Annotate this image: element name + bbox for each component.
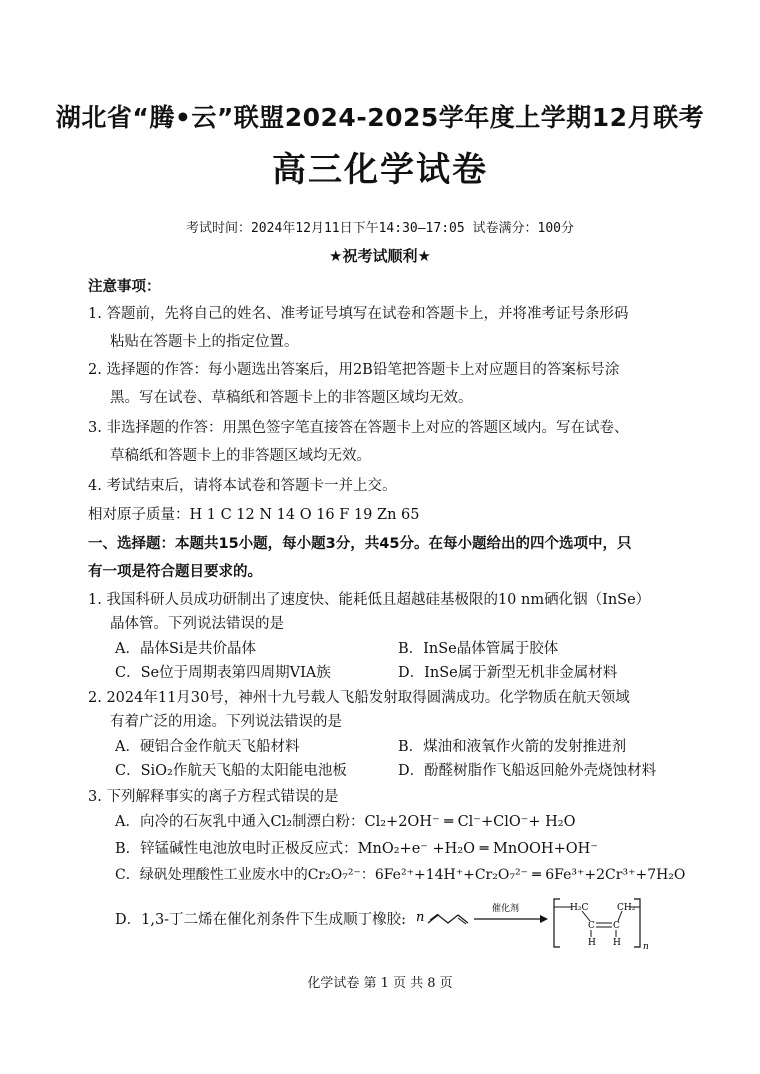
c-right-label: C — [613, 921, 620, 931]
notice-item-1: 1. 答题前，先将自己的姓名、准考证号填写在试卷和答题卡上，并将准考证号条形码 — [88, 306, 629, 322]
q1-stem: 1. 我国科研人员成功研制出了速度快、能耗低且超越硅基极限的10 nm硒化铟（InSe） — [88, 592, 651, 608]
atomic-masses: 相对原子质量：H 1 C 12 N 14 O 16 F 19 Zn 65 — [88, 507, 420, 523]
q1-option-d: D．InSe属于新型无机非金属材料 — [398, 665, 618, 681]
exam-subtitle: 高三化学试卷 — [272, 150, 488, 190]
butadiene-polymerization-scheme — [412, 893, 662, 953]
notice-item-3: 3. 非选择题的作答：用黑色签字笔直接答在答题卡上对应的答题区域内。写在试卷、 — [88, 420, 629, 436]
notice-heading: 注意事项： — [88, 279, 161, 295]
q3-option-b: B．锌锰碱性电池放电时正极反应式：MnO₂+e⁻ +H₂O ═ MnOOH+OH⁻ — [115, 841, 598, 857]
c-left-label: C — [588, 921, 595, 931]
notice-item-1-cont: 粘贴在答题卡上的指定位置。 — [110, 334, 299, 350]
catalyst-label: 催化剂 — [492, 904, 520, 914]
q2-option-c: C．SiO₂作航天飞船的太阳能电池板 — [115, 763, 347, 779]
q1-option-a: A．晶体Si是共价晶体 — [115, 641, 257, 657]
h-left-label: H — [588, 938, 596, 948]
q2-option-d: D．酚醛树脂作飞船返回舱外壳烧蚀材料 — [398, 763, 657, 779]
ch2-left-label: H₂C — [570, 903, 589, 913]
q2-stem: 2. 2024年11月30号，神州十九号载人飞船发射取得圆满成功。化学物质在航天领域 — [88, 690, 630, 706]
section-one-heading: 一、选择题：本题共15小题，每小题3分，共45分。在每小题给出的四个选项中，只 — [88, 536, 632, 552]
butadiene-skeleton — [428, 915, 468, 923]
h-right-label: H — [613, 938, 621, 948]
wish-line: ★祝考试顺利★ — [329, 247, 431, 265]
notice-item-3-cont: 草稿纸和答题卡上的非答题区域均无效。 — [110, 448, 371, 464]
q3-option-d: D．1,3-丁二烯在催化剂条件下生成顺丁橡胶: — [115, 912, 406, 928]
q2-option-b: B．煤油和液氧作火箭的发射推进剂 — [398, 739, 627, 755]
q3-option-c: C．绿矾处理酸性工业废水中的Cr₂O₇²⁻：6Fe²⁺+14H⁺+Cr₂O₇²⁻ ═ 6Fe³⁺+2Cr³⁺+7H₂O — [115, 867, 686, 883]
reactant-coefficient: n — [416, 910, 425, 925]
notice-item-4: 4. 考试结束后，请将本试卷和答题卡一并上交。 — [88, 478, 397, 494]
q1-stem-cont: 晶体管。下列说法错误的是 — [110, 616, 284, 632]
left-bracket — [554, 899, 560, 947]
butadiene-double-bond-1 — [430, 914, 438, 920]
exam-info: 考试时间：2024年12月11日下午14:30—17:05 试卷满分：100分 — [185, 221, 574, 236]
section-one-heading-cont: 有一项是符合题目要求的。 — [88, 564, 262, 580]
exam-title: 湖北省“腾•云”联盟2024-2025学年度上学期12月联考 — [55, 103, 705, 132]
q2-option-a: A．硬铝合金作航天飞船材料 — [115, 739, 300, 755]
polymer-subscript-n: n — [643, 942, 649, 952]
q1-option-b: B．InSe晶体管属于胶体 — [398, 641, 559, 657]
notice-item-2: 2. 选择题的作答：每小题选出答案后，用2B铅笔把答题卡上对应题目的答案标号涂 — [88, 362, 620, 378]
q2-stem-cont: 有着广泛的用途。下列说法错误的是 — [110, 714, 342, 730]
notice-item-2-cont: 黑。写在试卷、草稿纸和答题卡上的非答题区域均无效。 — [110, 390, 473, 406]
q3-option-a: A．向冷的石灰乳中通入Cl₂制漂白粉：Cl₂+2OH⁻ ═ Cl⁻+ClO⁻+ H₂O — [115, 814, 576, 830]
reaction-arrow-head — [540, 915, 548, 923]
q3-stem: 3. 下列解释事实的离子方程式错误的是 — [88, 789, 339, 805]
page-footer: 化学试卷 第 1 页 共 8 页 — [307, 976, 453, 991]
ch2-right-label: CH₂ — [617, 903, 636, 913]
q1-option-c: C．Se位于周期表第四周期VIA族 — [115, 665, 331, 681]
